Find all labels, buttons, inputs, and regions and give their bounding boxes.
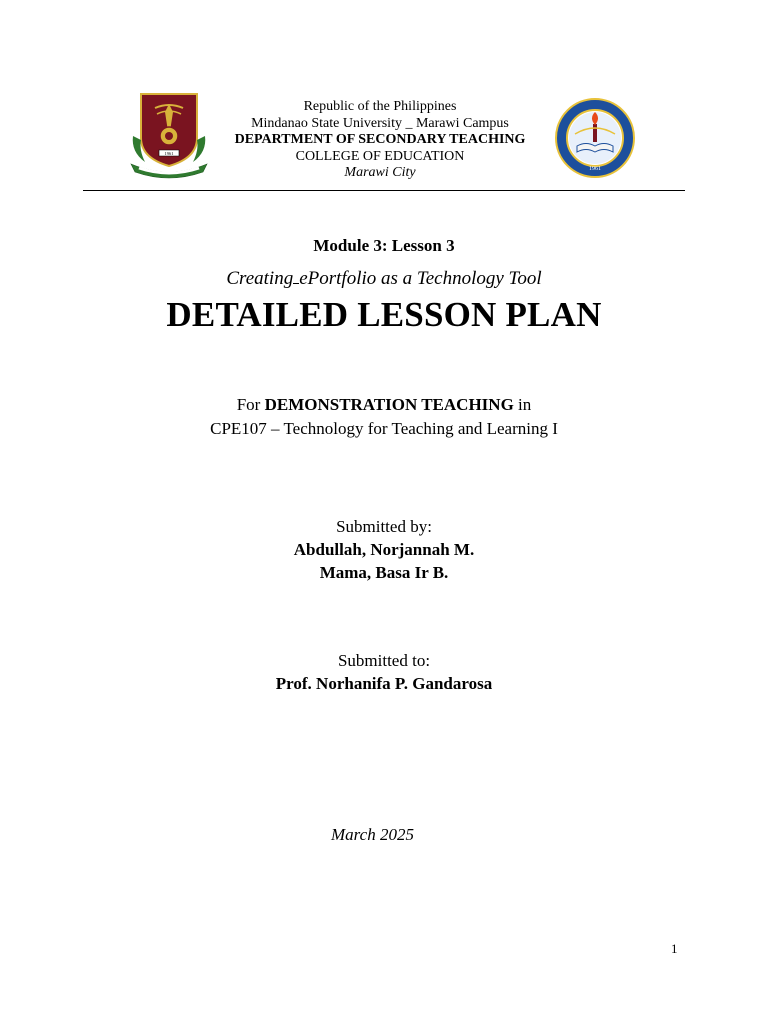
recipient-name: Prof. Norhanifa P. Gandarosa <box>275 674 493 693</box>
course-title: CPE107 – Technology for Teaching and Learning I <box>210 419 558 438</box>
purpose-line: For DEMONSTRATION TEACHING in <box>236 395 532 414</box>
submitted-by-label: Submitted by: <box>336 517 432 536</box>
submitter-name: Abdullah, Norjannah M. <box>293 540 475 559</box>
svg-text:1961: 1961 <box>589 166 601 172</box>
header-college: COLLEGE OF EDUCATION <box>295 148 465 164</box>
main-title: DETAILED LESSON PLAN <box>166 295 602 334</box>
module-heading: Module 3: Lesson 3 <box>313 236 455 255</box>
college-of-education-seal-icon <box>555 98 635 178</box>
submission-date: March 2025 <box>331 825 414 844</box>
page-number: 1 <box>671 941 678 956</box>
submitter-name: Mama, Basa Ir B. <box>319 563 449 582</box>
university-seal-icon <box>129 92 209 180</box>
header-country: Republic of the Philippines <box>303 99 457 114</box>
header-university: Mindanao State University _ Marawi Campus <box>251 115 509 131</box>
institution-header <box>210 99 550 182</box>
lesson-subtitle: Creating ePortfolio as a Technology Tool <box>226 268 542 289</box>
submitted-by-block <box>0 515 768 584</box>
submitted-to-label: Submitted to: <box>337 651 431 670</box>
header-city: Marawi City <box>344 165 416 180</box>
submitted-to-block <box>0 649 768 695</box>
header-divider <box>83 190 685 191</box>
header-department: DEPARTMENT OF SECONDARY TEACHING <box>234 132 526 147</box>
svg-text:1961: 1961 <box>164 151 174 156</box>
